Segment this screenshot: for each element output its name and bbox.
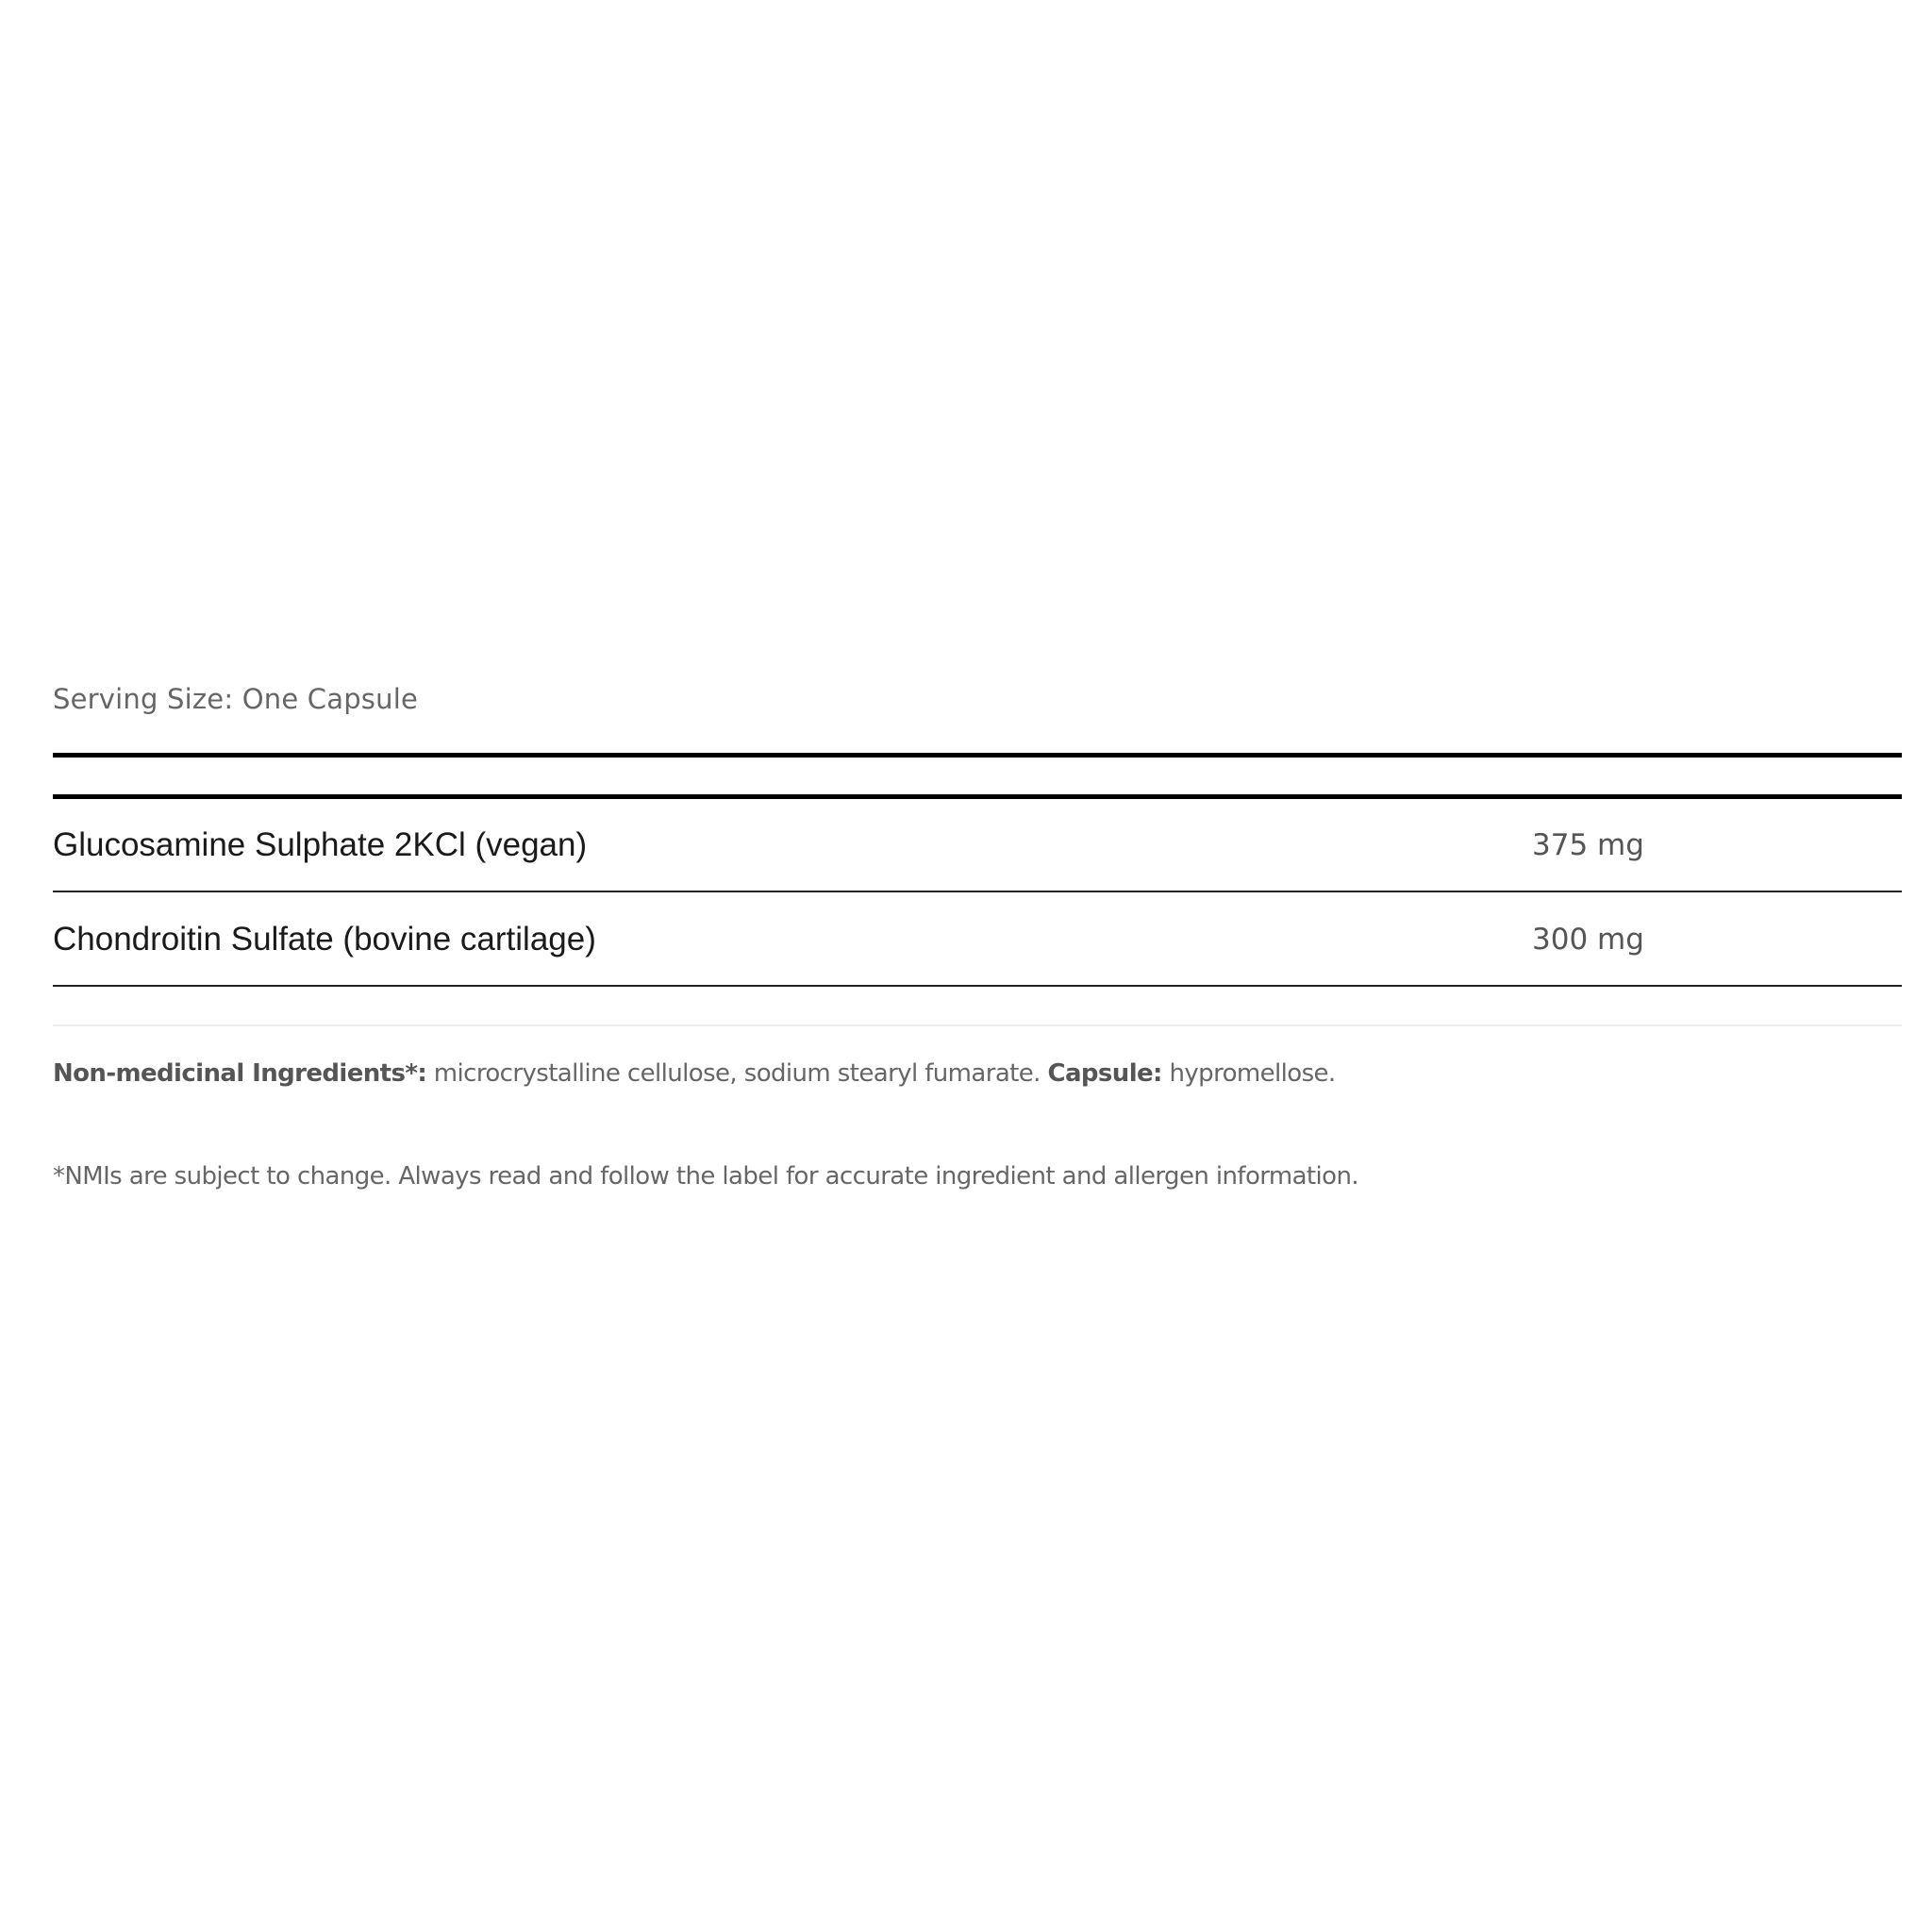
serving-size: Serving Size: One Capsule <box>53 683 418 715</box>
divider-row <box>53 891 1902 892</box>
non-medicinal-ingredients <box>53 1059 1336 1088</box>
disclaimer: *NMIs are subject to change. Always read and follow the label for accurate ingredient and allergen information. <box>53 1162 1359 1191</box>
non-medicinal-text: microcrystalline cellulose, sodium stearyl fumarate. <box>426 1059 1048 1088</box>
ingredient-amount: 375 mg <box>1532 828 1644 862</box>
divider-thick-header <box>53 794 1902 799</box>
divider-light <box>53 1024 1902 1026</box>
ingredient-row <box>53 826 1902 921</box>
ingredient-row <box>53 921 1902 1015</box>
ingredient-amount: 300 mg <box>1532 923 1644 957</box>
ingredient-name: Chondroitin Sulfate (bovine cartilage) <box>53 921 596 958</box>
capsule-text: hypromellose. <box>1161 1059 1336 1088</box>
ingredient-name: Glucosamine Sulphate 2KCl (vegan) <box>53 826 588 863</box>
capsule-label: Capsule: <box>1047 1059 1162 1088</box>
divider-thick-top <box>53 753 1902 758</box>
divider-row <box>53 985 1902 987</box>
non-medicinal-label: Non-medicinal Ingredients*: <box>53 1059 427 1088</box>
